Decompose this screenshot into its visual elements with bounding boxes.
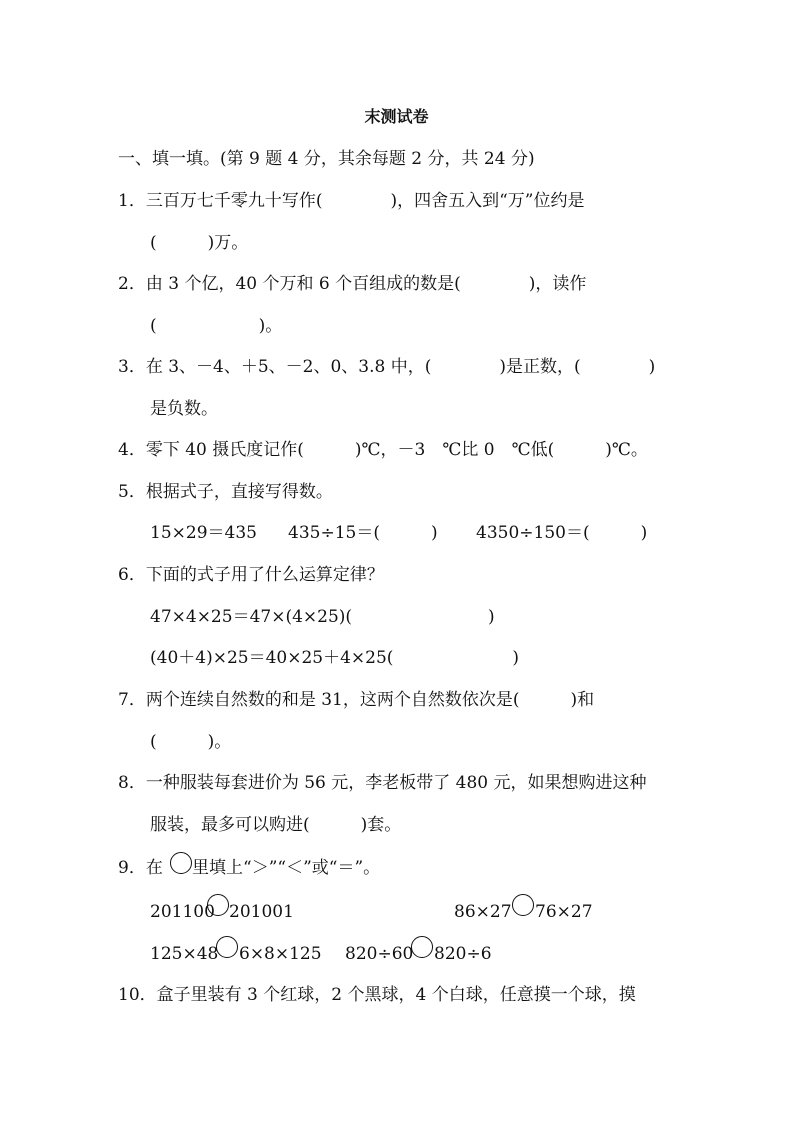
compare-4-left: 820÷60 [345,944,414,964]
compare-3-right: 6×8×125 [239,944,322,964]
question-10-line-1: 10．盒子里装有 3 个红球，2 个黑球，4 个白球，任意摸一个球，摸 [118,985,636,1005]
question-2-line-1: 2．由 3 个亿，40 个万和 6 个百组成的数是( )，读作 [118,274,587,294]
compare-4-right: 820÷6 [434,944,492,964]
compare-4-circle-icon[interactable] [411,936,433,958]
question-5-prompt: 5．根据式子，直接写得数。 [118,482,333,502]
section-heading: 一、填一填。(第 9 题 4 分，其余每题 2 分，共 24 分) [118,149,535,169]
question-5-expression-2: 4350÷150＝( ) [476,523,648,543]
answer-circle-icon[interactable] [170,852,192,874]
question-7-line-2: ( )。 [150,732,232,752]
question-7-line-1: 7．两个连续自然数的和是 31，这两个自然数依次是( )和 [118,690,595,710]
question-5-expression-1: 435÷15＝( ) [288,523,438,543]
question-3-line-1: 3．在 3、－4、＋5、－2、0、3.8 中，( )是正数，( ) [118,357,656,377]
page-title: 末测试卷 [364,107,429,126]
compare-3-left: 125×48 [150,944,219,964]
compare-1-circle-icon[interactable] [207,894,229,916]
question-9-prompt-start: 9．在 [118,858,163,878]
compare-1-left: 201100 [150,902,215,922]
question-6-prompt: 6．下面的式子用了什么运算定律？ [118,565,384,585]
question-6-expression-2: (40＋4)×25＝40×25＋4×25( ) [150,648,520,668]
compare-1-right: 201001 [229,902,294,922]
question-1-line-1: 1．三百万七千零九十写作( )，四舍五入到“万”位约是 [118,191,585,211]
question-2-line-2: ( )。 [150,316,283,336]
question-3-line-2: 是负数。 [150,399,218,419]
question-6-expression-1: 47×4×25＝47×(4×25)( ) [150,607,495,627]
question-1-line-2: ( )万。 [150,233,249,253]
question-8-line-1: 8．一种服装每套进价为 56 元，李老板带了 480 元，如果想购进这种 [118,773,647,793]
question-4: 4．零下 40 摄氏度记作( )℃，－3 ℃比 0 ℃低( )℃。 [118,440,648,460]
compare-3-circle-icon[interactable] [216,936,238,958]
question-9-prompt-end: 里填上“＞”“＜”或“＝”。 [192,858,381,878]
question-8-line-2: 服装，最多可以购进( )套。 [150,815,402,835]
compare-2-right: 76×27 [535,902,593,922]
question-5-given: 15×29＝435 [150,523,257,543]
compare-2-left: 86×27 [454,902,512,922]
compare-2-circle-icon[interactable] [512,894,534,916]
